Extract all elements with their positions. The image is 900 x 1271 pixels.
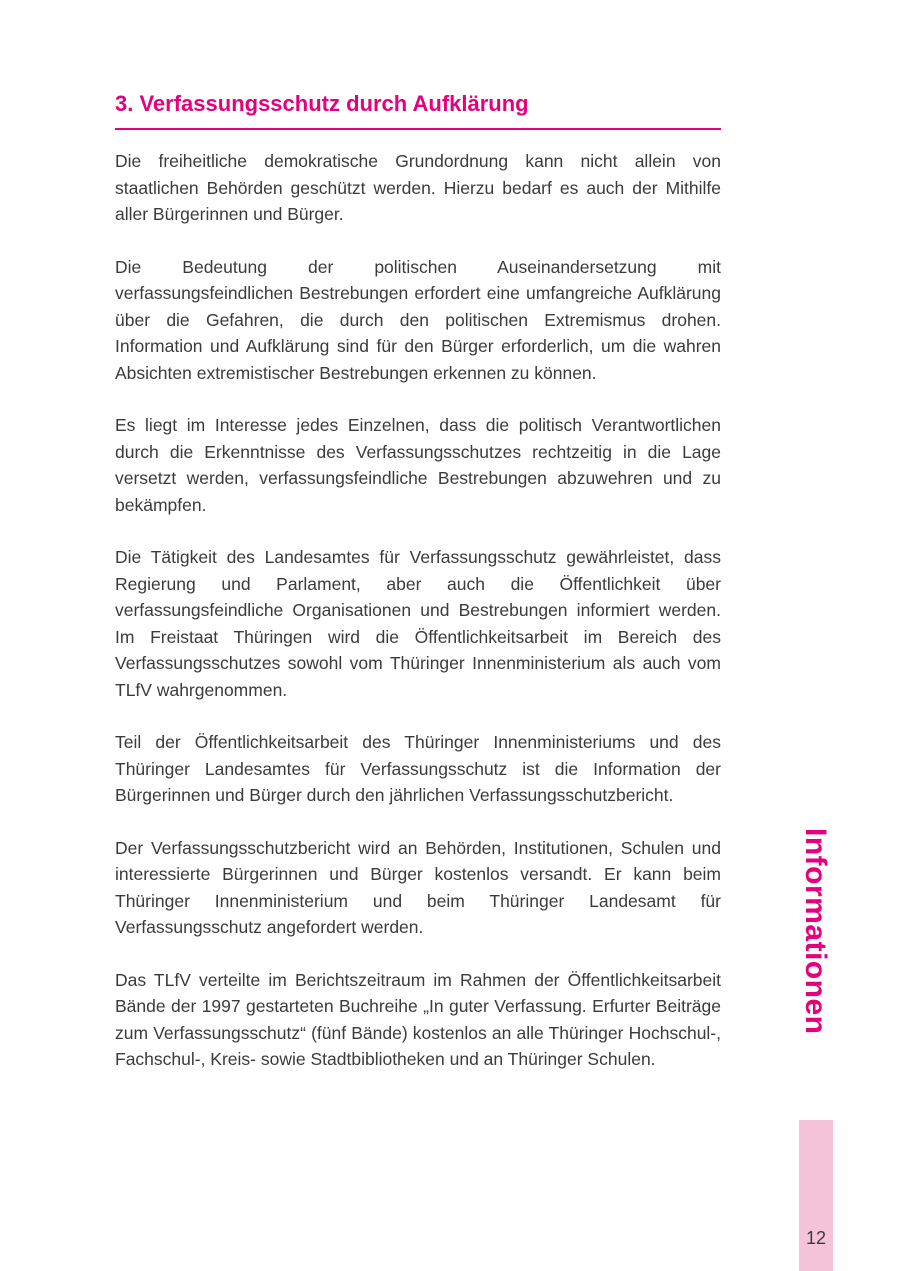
page-number: 12: [805, 1228, 827, 1248]
main-content: [115, 90, 721, 1099]
paragraph-1: Die freiheitliche demokratische Grundordnung kann nicht allein von staatlichen Behörden geschützt werden. Hierzu bedarf es auch der Mithilfe aller Bürgerinnen und Bürger.: [115, 151, 721, 224]
paragraph-3: Es liegt im Interesse jedes Einzelnen, dass die politisch Verantwortlichen durch die Erkenntnisse des Verfassungsschutzes rechtzeitig in die Lage versetzt werden, verfassungsfeindliche Bestrebungen abzuwehren und zu bekämpfen.: [115, 415, 721, 515]
heading-rule: [115, 128, 721, 130]
sidebar-section-label: Informationen: [799, 828, 832, 1035]
sidebar-bar: [799, 1120, 833, 1271]
paragraph-2: Die Bedeutung der politischen Auseinandersetzung mit verfassungsfeindlichen Bestrebungen erfordert eine umfangreiche Aufklärung über die Gefahren, die durch den politischen Extremismus drohen. Information und Aufklärung sind für den Bürger erforderlich, um die wahren Absichten extremistischer Bestrebungen erkennen zu können.: [115, 256, 721, 383]
paragraph-4: Die Tätigkeit des Landesamtes für Verfassungsschutz gewährleistet, dass Regierung und Parlament, aber auch die Öffentlichkeit über verfassungsfeindliche Organisationen und Bestrebungen informiert werden. Im Freistaat Thüringen wird die Öffentlichkeitsarbeit im Bereich des Verfassungsschutzes sowohl vom Thüringer Innenministerium als auch vom TLfV wahrgenommen.: [115, 547, 721, 700]
paragraph-6: Der Verfassungsschutzbericht wird an Behörden, Institutionen, Schulen und interessierte Bürgerinnen und Bürger kostenlos versandt. Er kann beim Thüringer Innenministerium und beim Thüringer Landesamt für Verfassungsschutz angefordert werden.: [115, 837, 721, 937]
paragraph-5: Teil der Öffentlichkeitsarbeit des Thüringer Innenministeriums und des Thüringer Landesamtes für Verfassungsschutz ist die Information der Bürgerinnen und Bürger durch den jährlichen Verfassungsschutzbericht.: [115, 732, 721, 805]
section-heading: 3. Verfassungsschutz durch Aufklärung: [115, 91, 529, 116]
paragraph-7: Das TLfV verteilte im Berichtszeitraum im Rahmen der Öffentlichkeitsarbeit Bände der 1997 gestarteten Buchreihe „In guter Verfassung. Erfurter Beiträge zum Verfassungsschutz“ (fünf Bände) kostenlos an alle Thüringer Hochschul-, Fachschul-, Kreis- sowie Stadtbibliotheken und an Thüringer Schulen.: [115, 969, 721, 1069]
body-text: [115, 148, 721, 1073]
